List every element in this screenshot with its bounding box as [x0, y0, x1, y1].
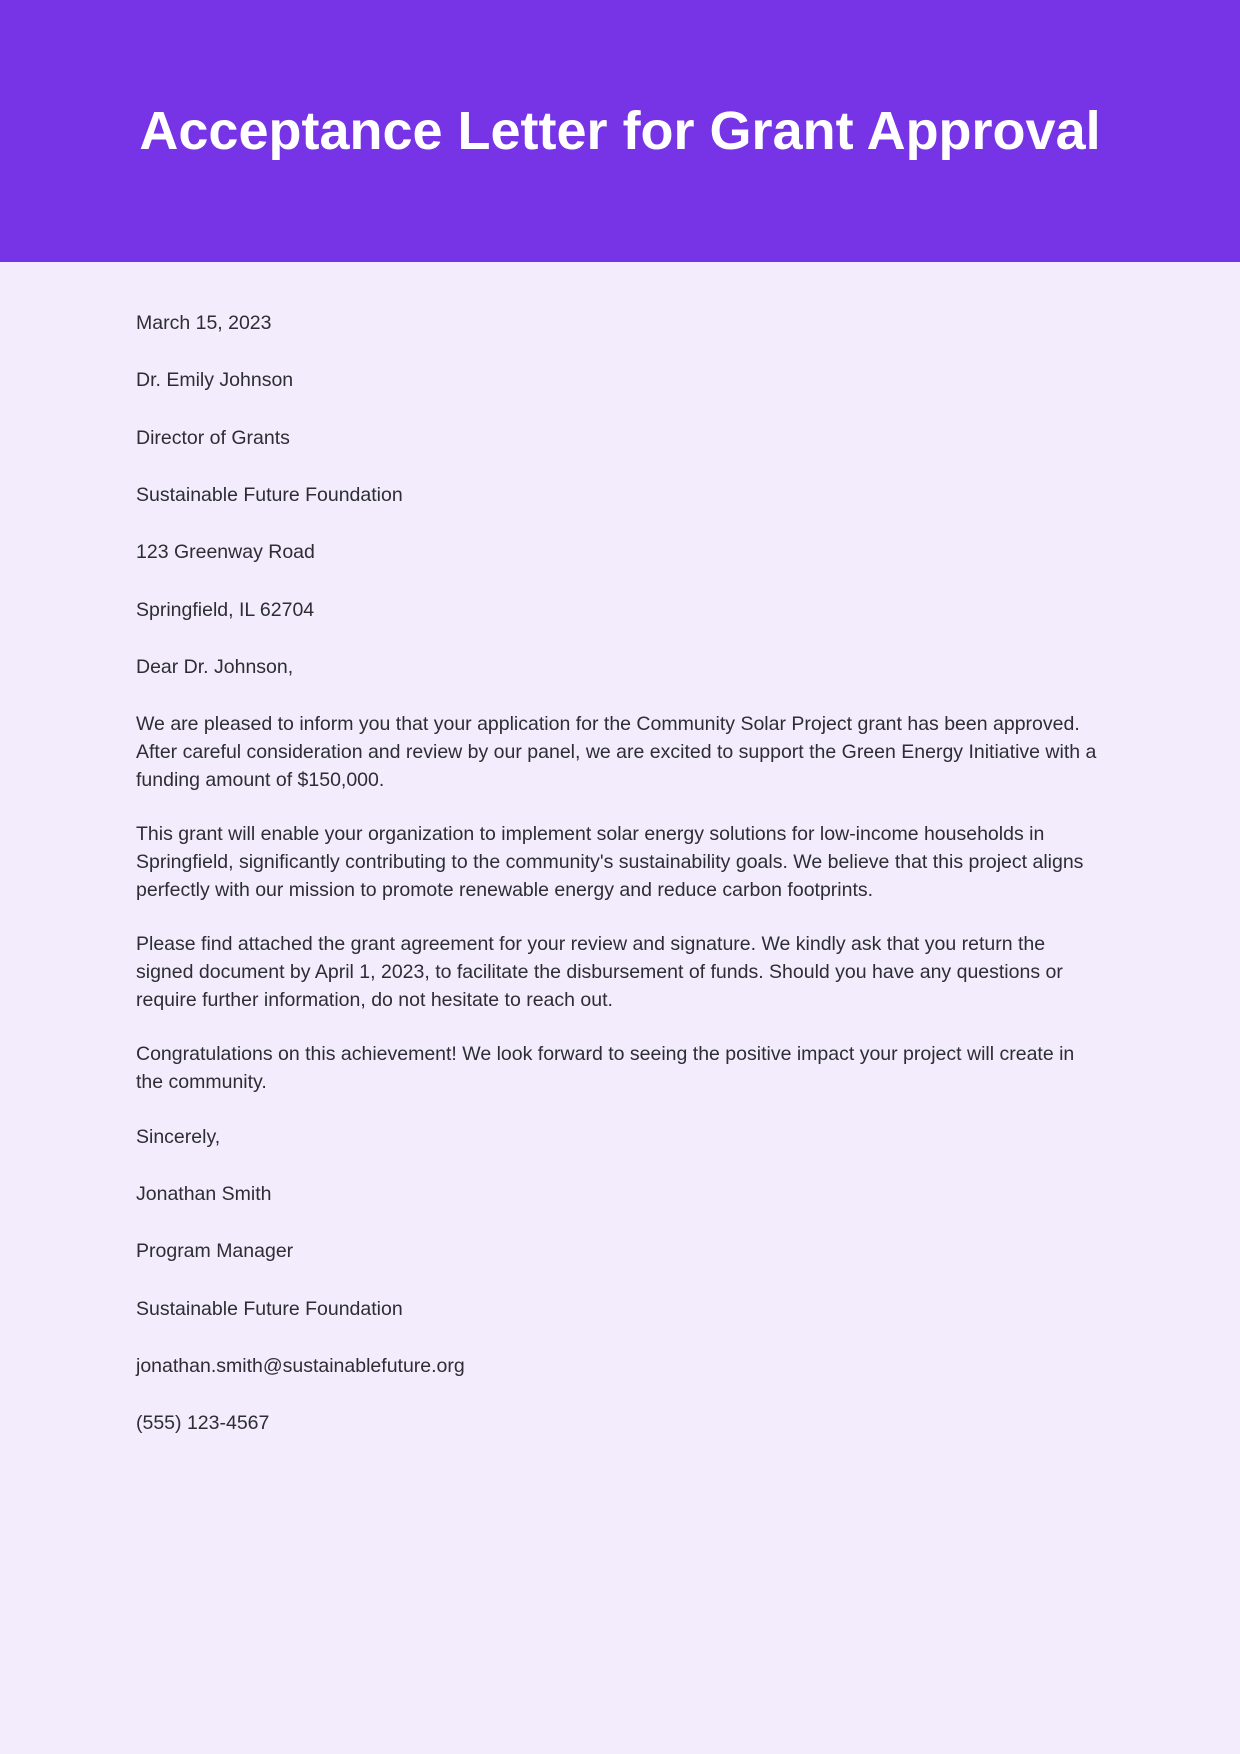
sender-name: Jonathan Smith	[136, 1183, 272, 1206]
letter-date: March 15, 2023	[136, 312, 272, 334]
body-paragraph-2: This grant will enable your organization to implement solar energy solutions for low-income households in Springfield, significantly contributing to the community's sustainability goals. We believe that this project aligns perfectly with our mission to promote renewable energy and reduce carbon footprints.	[136, 823, 1084, 901]
salutation: Dear Dr. Johnson,	[136, 655, 294, 678]
body-paragraph-3: Please find attached the grant agreement for your review and signature. We kindly ask that you return the signed document by April 1, 2023, to facilitate the disbursement of funds. Should you have any questions or require further information, do not hesitate to reach out.	[136, 933, 1063, 1011]
recipient-city-state-zip: Springfield, IL 62704	[136, 598, 315, 621]
body-paragraph-4: Congratulations on this achievement! We look forward to seeing the positive impact your project will create in the community.	[136, 1043, 1075, 1094]
closing: Sincerely,	[136, 1125, 221, 1148]
sender-email: jonathan.smith@sustainablefuture.org	[136, 1355, 465, 1377]
body-paragraph-1: We are pleased to inform you that your application for the Community Solar Project grant has been approved. After careful consideration and review by our panel, we are excited to support the Green Energy Initiative with a funding amount of $150,000.	[136, 713, 1097, 791]
recipient-name: Dr. Emily Johnson	[136, 369, 294, 392]
recipient-title: Director of Grants	[136, 426, 290, 449]
sender-organization: Sustainable Future Foundation	[136, 1297, 403, 1320]
recipient-organization: Sustainable Future Foundation	[136, 483, 403, 506]
letter-body	[0, 262, 1240, 1497]
sender-phone: (555) 123-4567	[136, 1412, 270, 1435]
document-header-band	[0, 0, 1240, 262]
sender-title: Program Manager	[136, 1240, 294, 1263]
page-title: Acceptance Letter for Grant Approval	[139, 100, 1101, 161]
recipient-street: 123 Greenway Road	[136, 541, 315, 564]
